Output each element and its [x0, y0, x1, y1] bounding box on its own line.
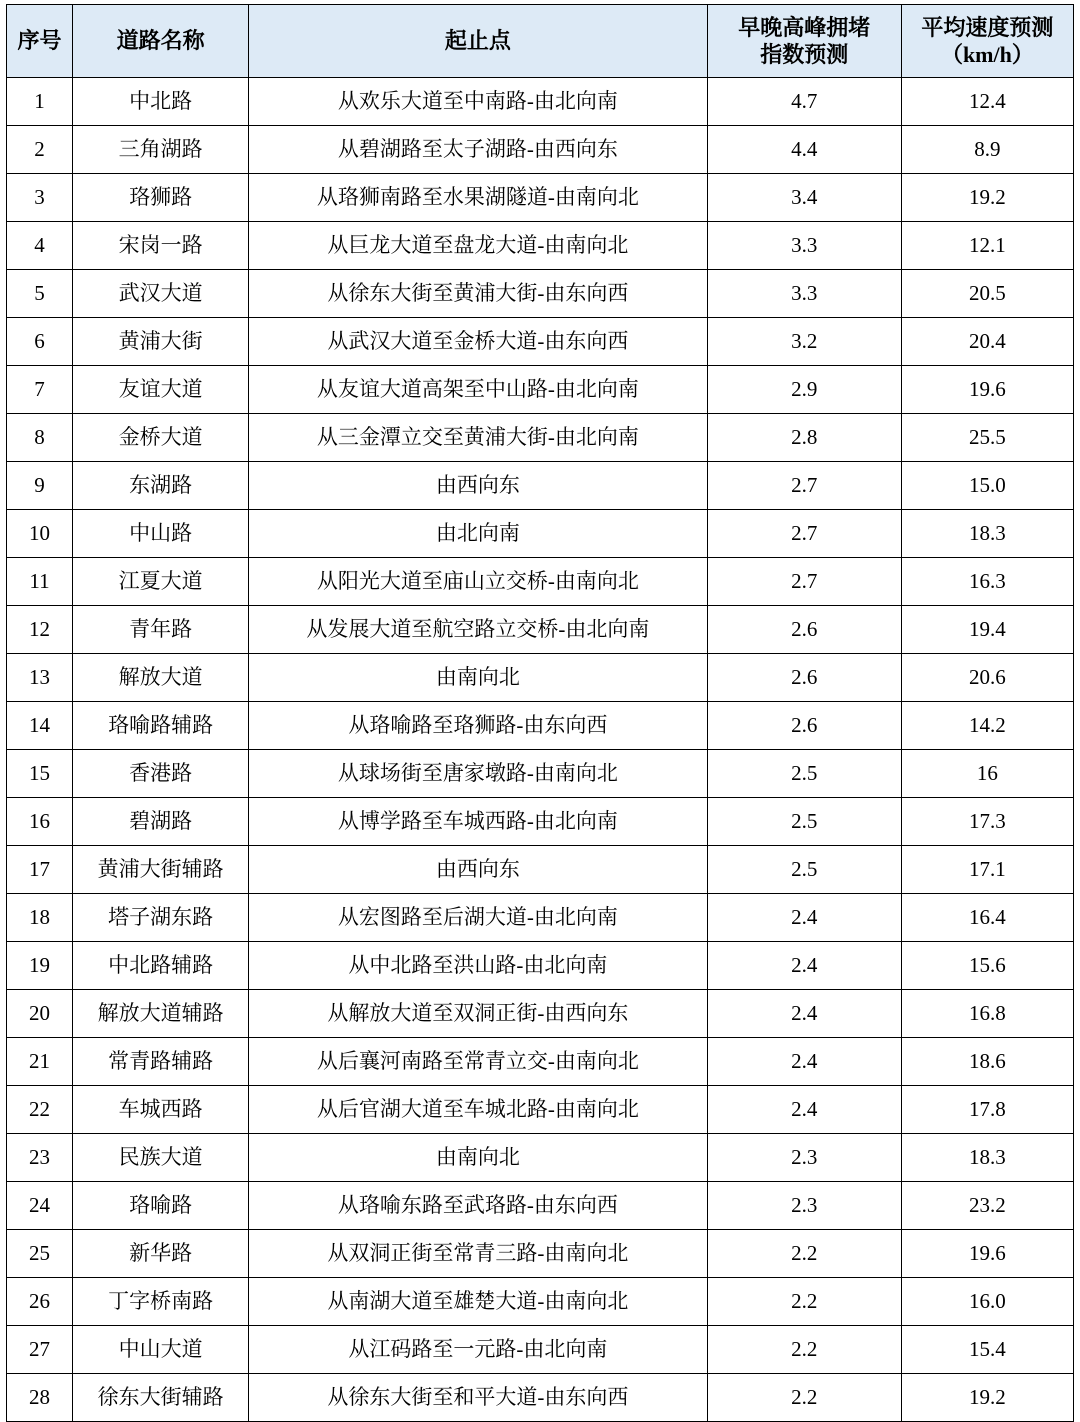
- cell-road-name: 塔子湖东路: [73, 894, 249, 942]
- table-row: [7, 558, 1074, 606]
- cell-index: 19: [7, 942, 73, 990]
- cell-speed: 16.8: [901, 990, 1073, 1038]
- cell-segment: 从球场街至唐家墩路-由南向北: [249, 750, 707, 798]
- cell-index: 2: [7, 126, 73, 174]
- cell-road-name: 中山路: [73, 510, 249, 558]
- cell-speed: 19.4: [901, 606, 1073, 654]
- cell-congestion-index: 4.4: [707, 126, 901, 174]
- cell-speed: 25.5: [901, 414, 1073, 462]
- cell-congestion-index: 4.7: [707, 78, 901, 126]
- column-header-congestion-index-line1: 早晚高峰拥堵: [738, 14, 871, 40]
- cell-index: 7: [7, 366, 73, 414]
- cell-index: 11: [7, 558, 73, 606]
- cell-index: 9: [7, 462, 73, 510]
- cell-road-name: 中北路: [73, 78, 249, 126]
- table-row: [7, 1326, 1074, 1374]
- column-header-index: 序号: [7, 5, 73, 78]
- cell-road-name: 解放大道辅路: [73, 990, 249, 1038]
- cell-segment: 由西向东: [249, 846, 707, 894]
- cell-speed: 18.3: [901, 510, 1073, 558]
- table-row: [7, 798, 1074, 846]
- table-row: [7, 846, 1074, 894]
- cell-segment: 从发展大道至航空路立交桥-由北向南: [249, 606, 707, 654]
- column-header-congestion-index: [707, 5, 901, 78]
- table-row: [7, 414, 1074, 462]
- cell-index: 12: [7, 606, 73, 654]
- cell-congestion-index: 2.6: [707, 606, 901, 654]
- cell-index: 10: [7, 510, 73, 558]
- table-row: [7, 1134, 1074, 1182]
- cell-road-name: 三角湖路: [73, 126, 249, 174]
- table-header: [7, 5, 1074, 78]
- cell-speed: 16.4: [901, 894, 1073, 942]
- table-row: [7, 990, 1074, 1038]
- cell-segment: 由南向北: [249, 1134, 707, 1182]
- column-header-congestion-index-line2: 指数预测: [760, 42, 849, 67]
- cell-congestion-index: 2.5: [707, 846, 901, 894]
- cell-road-name: 友谊大道: [73, 366, 249, 414]
- cell-congestion-index: 2.3: [707, 1134, 901, 1182]
- cell-road-name: 武汉大道: [73, 270, 249, 318]
- cell-segment: 从后襄河南路至常青立交-由南向北: [249, 1038, 707, 1086]
- cell-road-name: 新华路: [73, 1230, 249, 1278]
- cell-road-name: 徐东大街辅路: [73, 1374, 249, 1422]
- table-row: [7, 1038, 1074, 1086]
- cell-segment: 从博学路至车城西路-由北向南: [249, 798, 707, 846]
- cell-congestion-index: 2.4: [707, 1038, 901, 1086]
- cell-congestion-index: 2.4: [707, 1086, 901, 1134]
- cell-congestion-index: 2.7: [707, 510, 901, 558]
- cell-speed: 20.6: [901, 654, 1073, 702]
- cell-road-name: 香港路: [73, 750, 249, 798]
- cell-index: 6: [7, 318, 73, 366]
- cell-segment: 从解放大道至双洞正街-由西向东: [249, 990, 707, 1038]
- cell-segment: 从阳光大道至庙山立交桥-由南向北: [249, 558, 707, 606]
- cell-congestion-index: 2.4: [707, 990, 901, 1038]
- cell-speed: 15.4: [901, 1326, 1073, 1374]
- cell-speed: 19.6: [901, 366, 1073, 414]
- cell-road-name: 解放大道: [73, 654, 249, 702]
- cell-index: 18: [7, 894, 73, 942]
- cell-index: 16: [7, 798, 73, 846]
- cell-index: 23: [7, 1134, 73, 1182]
- cell-segment: 从三金潭立交至黄浦大街-由北向南: [249, 414, 707, 462]
- cell-speed: 17.3: [901, 798, 1073, 846]
- table-row: [7, 1086, 1074, 1134]
- cell-road-name: 宋岗一路: [73, 222, 249, 270]
- cell-index: 5: [7, 270, 73, 318]
- cell-index: 15: [7, 750, 73, 798]
- cell-speed: 18.3: [901, 1134, 1073, 1182]
- table-row: [7, 1278, 1074, 1326]
- cell-segment: 从双洞正街至常青三路-由南向北: [249, 1230, 707, 1278]
- table-row: [7, 894, 1074, 942]
- cell-speed: 16.0: [901, 1278, 1073, 1326]
- cell-index: 27: [7, 1326, 73, 1374]
- cell-index: 26: [7, 1278, 73, 1326]
- cell-speed: 19.6: [901, 1230, 1073, 1278]
- cell-speed: 20.4: [901, 318, 1073, 366]
- cell-segment: 从巨龙大道至盘龙大道-由南向北: [249, 222, 707, 270]
- cell-road-name: 金桥大道: [73, 414, 249, 462]
- cell-congestion-index: 2.6: [707, 702, 901, 750]
- table-row: [7, 462, 1074, 510]
- cell-speed: 16.3: [901, 558, 1073, 606]
- cell-index: 28: [7, 1374, 73, 1422]
- column-header-road-name: 道路名称: [73, 5, 249, 78]
- cell-speed: 12.4: [901, 78, 1073, 126]
- cell-segment: 从武汉大道至金桥大道-由东向西: [249, 318, 707, 366]
- column-header-speed-line1: 平均速度预测: [921, 14, 1054, 40]
- column-header-speed-line2: （km/h）: [940, 42, 1034, 67]
- cell-road-name: 中北路辅路: [73, 942, 249, 990]
- cell-congestion-index: 2.2: [707, 1278, 901, 1326]
- cell-congestion-index: 2.2: [707, 1230, 901, 1278]
- cell-road-name: 车城西路: [73, 1086, 249, 1134]
- cell-segment: 从中北路至洪山路-由北向南: [249, 942, 707, 990]
- cell-road-name: 江夏大道: [73, 558, 249, 606]
- cell-speed: 18.6: [901, 1038, 1073, 1086]
- table-row: [7, 270, 1074, 318]
- cell-speed: 17.8: [901, 1086, 1073, 1134]
- cell-congestion-index: 2.3: [707, 1182, 901, 1230]
- cell-index: 13: [7, 654, 73, 702]
- cell-segment: 从欢乐大道至中南路-由北向南: [249, 78, 707, 126]
- cell-segment: 由南向北: [249, 654, 707, 702]
- cell-segment: 从碧湖路至太子湖路-由西向东: [249, 126, 707, 174]
- cell-road-name: 碧湖路: [73, 798, 249, 846]
- table-row: [7, 366, 1074, 414]
- cell-segment: 从友谊大道高架至中山路-由北向南: [249, 366, 707, 414]
- cell-road-name: 中山大道: [73, 1326, 249, 1374]
- table-row: [7, 1182, 1074, 1230]
- cell-speed: 15.6: [901, 942, 1073, 990]
- cell-congestion-index: 2.4: [707, 894, 901, 942]
- cell-congestion-index: 3.3: [707, 222, 901, 270]
- cell-segment: 从珞喻东路至武珞路-由东向西: [249, 1182, 707, 1230]
- table-header-row: [7, 5, 1074, 78]
- cell-congestion-index: 3.4: [707, 174, 901, 222]
- cell-index: 17: [7, 846, 73, 894]
- cell-congestion-index: 2.6: [707, 654, 901, 702]
- cell-segment: 从江码路至一元路-由北向南: [249, 1326, 707, 1374]
- cell-road-name: 青年路: [73, 606, 249, 654]
- cell-segment: 从后官湖大道至车城北路-由南向北: [249, 1086, 707, 1134]
- table-row: [7, 222, 1074, 270]
- table-row: [7, 78, 1074, 126]
- cell-congestion-index: 2.5: [707, 750, 901, 798]
- cell-road-name: 珞狮路: [73, 174, 249, 222]
- cell-index: 21: [7, 1038, 73, 1086]
- cell-congestion-index: 3.3: [707, 270, 901, 318]
- cell-road-name: 黄浦大街辅路: [73, 846, 249, 894]
- cell-road-name: 常青路辅路: [73, 1038, 249, 1086]
- cell-speed: 23.2: [901, 1182, 1073, 1230]
- cell-congestion-index: 2.7: [707, 462, 901, 510]
- cell-road-name: 东湖路: [73, 462, 249, 510]
- table-row: [7, 510, 1074, 558]
- cell-congestion-index: 3.2: [707, 318, 901, 366]
- cell-segment: 从徐东大街至和平大道-由东向西: [249, 1374, 707, 1422]
- table-row: [7, 606, 1074, 654]
- cell-congestion-index: 2.5: [707, 798, 901, 846]
- cell-speed: 17.1: [901, 846, 1073, 894]
- cell-index: 4: [7, 222, 73, 270]
- cell-index: 22: [7, 1086, 73, 1134]
- table-body: [7, 78, 1074, 1422]
- cell-road-name: 民族大道: [73, 1134, 249, 1182]
- cell-road-name: 珞喻路: [73, 1182, 249, 1230]
- cell-road-name: 黄浦大街: [73, 318, 249, 366]
- cell-segment: 从宏图路至后湖大道-由北向南: [249, 894, 707, 942]
- cell-segment: 由西向东: [249, 462, 707, 510]
- cell-speed: 14.2: [901, 702, 1073, 750]
- cell-road-name: 丁字桥南路: [73, 1278, 249, 1326]
- cell-road-name: 珞喻路辅路: [73, 702, 249, 750]
- cell-congestion-index: 2.7: [707, 558, 901, 606]
- cell-index: 3: [7, 174, 73, 222]
- cell-segment: 从徐东大街至黄浦大街-由东向西: [249, 270, 707, 318]
- cell-segment: 从南湖大道至雄楚大道-由南向北: [249, 1278, 707, 1326]
- column-header-speed: [901, 5, 1073, 78]
- road-congestion-table: [6, 4, 1074, 1422]
- cell-segment: 由北向南: [249, 510, 707, 558]
- cell-index: 24: [7, 1182, 73, 1230]
- cell-speed: 20.5: [901, 270, 1073, 318]
- cell-index: 1: [7, 78, 73, 126]
- table-row: [7, 318, 1074, 366]
- cell-index: 20: [7, 990, 73, 1038]
- table-row: [7, 1230, 1074, 1278]
- cell-index: 8: [7, 414, 73, 462]
- cell-congestion-index: 2.8: [707, 414, 901, 462]
- table-row: [7, 654, 1074, 702]
- cell-index: 14: [7, 702, 73, 750]
- cell-congestion-index: 2.9: [707, 366, 901, 414]
- table-row: [7, 750, 1074, 798]
- cell-speed: 19.2: [901, 174, 1073, 222]
- cell-congestion-index: 2.4: [707, 942, 901, 990]
- cell-speed: 15.0: [901, 462, 1073, 510]
- table-row: [7, 942, 1074, 990]
- cell-speed: 8.9: [901, 126, 1073, 174]
- column-header-segment: 起止点: [249, 5, 707, 78]
- cell-congestion-index: 2.2: [707, 1326, 901, 1374]
- table-row: [7, 1374, 1074, 1422]
- cell-congestion-index: 2.2: [707, 1374, 901, 1422]
- table-row: [7, 174, 1074, 222]
- cell-segment: 从珞喻路至珞狮路-由东向西: [249, 702, 707, 750]
- cell-speed: 12.1: [901, 222, 1073, 270]
- cell-segment: 从珞狮南路至水果湖隧道-由南向北: [249, 174, 707, 222]
- table-row: [7, 702, 1074, 750]
- cell-index: 25: [7, 1230, 73, 1278]
- cell-speed: 19.2: [901, 1374, 1073, 1422]
- cell-speed: 16: [901, 750, 1073, 798]
- table-row: [7, 126, 1074, 174]
